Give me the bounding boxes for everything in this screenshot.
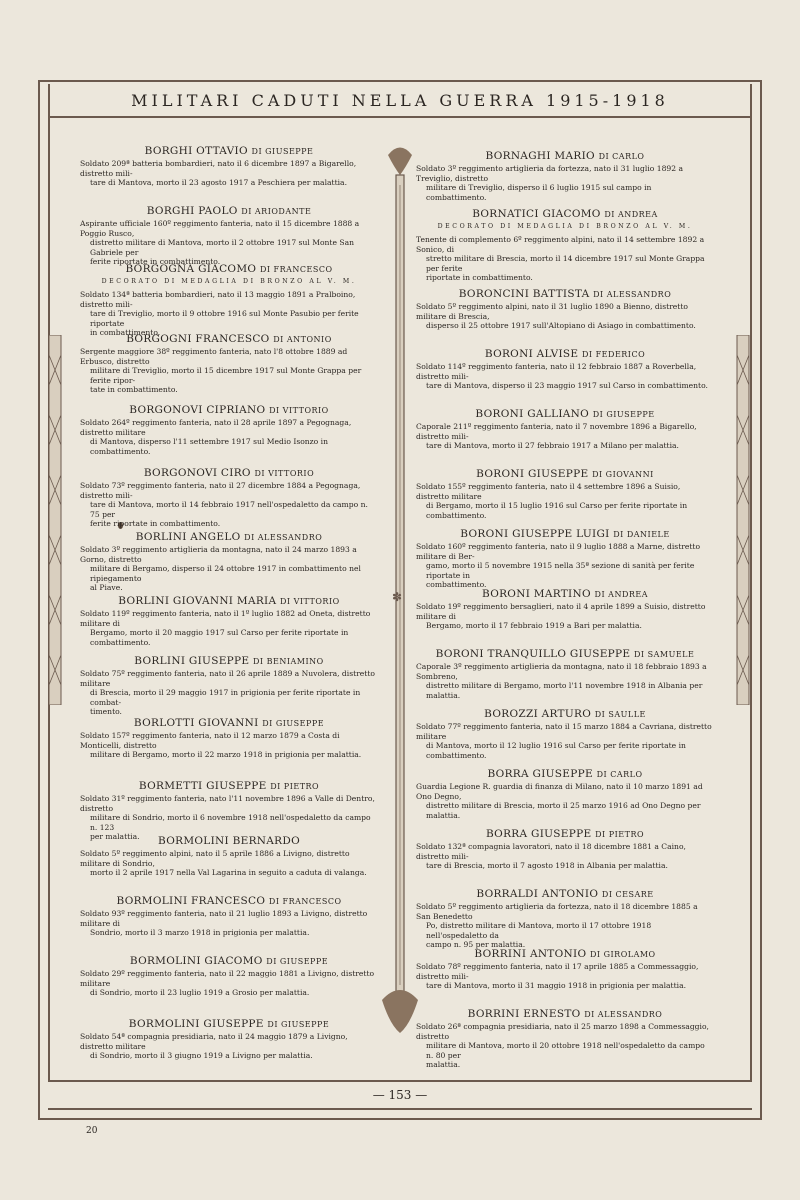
decoration-note: DECORATO DI MEDAGLIA DI BRONZO AL V. M. <box>101 278 357 285</box>
record-line: di Mantova, disperso l'11 settembre 1917 sul Medio Isonzo in combattimento. <box>90 437 328 456</box>
soldier-lineage: DI PIETRO <box>595 830 645 839</box>
roll-entry <box>416 768 714 820</box>
record-line: di Mantova, morto il 12 luglio 1916 sul Carso per ferite riportate in combattimento. <box>426 741 686 760</box>
roll-entry <box>80 835 378 878</box>
soldier-name <box>80 333 378 345</box>
soldier-name <box>416 208 714 220</box>
record-line: malattia. <box>426 1060 461 1070</box>
soldier-surname: BORONI GALLIANO <box>475 408 590 420</box>
service-record <box>416 1022 714 1070</box>
record-line: tare di Brescia, morto il 7 agosto 1918 in Albania per malattia. <box>426 861 668 871</box>
soldier-surname: BORMOLINI FRANCESCO <box>116 895 266 907</box>
soldier-lineage: DI VITTORIO <box>254 469 315 478</box>
roll-entry <box>416 468 714 520</box>
record-line: Soldato 114º reggimento fanteria, nato il 12 febbraio 1887 a Roverbella, distretto mili- <box>416 362 697 381</box>
soldier-surname: BORGONOVI CIPRIANO <box>129 404 266 416</box>
service-record <box>80 909 378 938</box>
soldier-lineage: DI ALESSANDRO <box>244 533 323 542</box>
soldier-surname: BORLINI GIOVANNI MARIA <box>118 595 277 607</box>
soldier-lineage: DI ANDREA <box>594 590 648 599</box>
record-line: riportate in combattimento. <box>426 273 533 283</box>
soldier-name <box>80 955 378 967</box>
service-record <box>80 969 378 998</box>
record-line: Soldato 264º reggimento fanteria, nato il 28 aprile 1897 a Pegognaga, distretto militare <box>80 418 352 437</box>
roll-entry <box>416 208 714 283</box>
record-line: gamo, morto il 5 novembre 1915 nella 35ª sezione di sanità per ferite riportate in <box>426 561 695 580</box>
record-line: Soldato 29º reggimento fanteria, nato il 22 maggio 1881 a Livigno, distretto militare <box>80 969 375 988</box>
service-record <box>416 782 714 820</box>
record-line: Soldato 157º reggimento fanteria, nato il 12 marzo 1879 a Costa di Monticelli, distretto <box>80 731 340 750</box>
record-line: tare di Mantova, morto il 23 agosto 1917 a Peschiera per malattia. <box>90 178 347 188</box>
roll-entry <box>416 708 714 760</box>
roll-entry <box>416 948 714 991</box>
service-record <box>80 219 378 267</box>
soldier-lineage: DI DANIELE <box>613 530 670 539</box>
soldier-lineage: DI BENIAMINO <box>253 657 324 666</box>
soldier-surname: BORONI ALVISE <box>484 348 579 360</box>
record-line: Soldato 77º reggimento fanteria, nato il 15 marzo 1884 a Cavriana, distretto militare <box>416 722 712 741</box>
service-record <box>80 347 378 395</box>
soldier-surname: BORMETTI GIUSEPPE <box>138 780 267 792</box>
roll-entry <box>416 888 714 950</box>
soldier-surname: BORLINI ANGELO <box>135 531 241 543</box>
roll-entry <box>80 467 378 529</box>
soldier-lineage: DI ALESSANDRO <box>593 290 672 299</box>
soldier-surname: BORLINI GIUSEPPE <box>134 655 250 667</box>
record-line: tare di Mantova, disperso il 23 maggio 1917 sul Carso in combattimento. <box>426 381 708 391</box>
soldier-name <box>80 205 378 217</box>
soldier-lineage: DI GIUSEPPE <box>251 147 314 156</box>
record-line: Caporale 3º reggimento artiglieria da montagna, nato il 18 febbraio 1893 a Sombreno, <box>416 662 707 681</box>
roll-entry <box>416 408 714 451</box>
roll-entry <box>80 333 378 395</box>
soldier-surname: BORNATICI GIACOMO <box>472 208 601 220</box>
roll-entry <box>416 648 714 700</box>
record-line: Sondrio, morto il 3 marzo 1918 in prigionia per malattia. <box>90 928 310 938</box>
soldier-lineage: DI SAMUELE <box>634 650 695 659</box>
soldier-lineage: DI GIUSEPPE <box>266 957 329 966</box>
soldier-name <box>80 1018 378 1030</box>
service-record <box>416 902 714 950</box>
record-line: Soldato 5º reggimento alpini, nato il 31 luglio 1890 a Bienno, distretto militare di Brescia, <box>416 302 688 321</box>
record-line: tare di Mantova, morto il 14 febbraio 1917 nell'ospedaletto da campo n. 75 per <box>90 500 368 519</box>
record-line: militare di Bergamo, disperso il 24 ottobre 1917 in combattimento nel ripiegamento <box>90 564 361 583</box>
record-line: ferite riportate in combattimento. <box>90 257 221 267</box>
record-line: tate in combattimento. <box>90 385 178 395</box>
record-line: tare di Treviglio, morto il 9 ottobre 1916 sul Monte Pasubio per ferite riportate <box>90 309 359 328</box>
record-line: tare di Mantova, morto il 31 maggio 1918 in prigionia per malattia. <box>426 981 687 991</box>
soldier-surname: BOROZZI ARTURO <box>484 708 592 720</box>
soldier-name <box>80 895 378 907</box>
service-record <box>416 422 714 451</box>
roll-entry <box>416 1008 714 1070</box>
record-line: Soldato 93º reggimento fanteria, nato il 21 luglio 1893 a Livigno, distretto militare di <box>80 909 368 928</box>
soldier-name <box>416 828 714 840</box>
soldier-name <box>80 835 378 847</box>
record-line: distretto militare di Bergamo, morto l'11 novembre 1918 in Albania per malattia. <box>426 681 703 700</box>
record-line: Po, distretto militare di Mantova, morto il 17 ottobre 1918 nell'ospedaletto da <box>426 921 652 940</box>
soldier-lineage: DI GIUSEPPE <box>592 410 655 419</box>
record-line: Soldato 26ª compagnia presidiaria, nato il 25 marzo 1898 a Commessaggio, distretto <box>416 1022 709 1041</box>
soldier-lineage: DI SAULLE <box>594 710 646 719</box>
service-record <box>80 159 378 188</box>
record-line: per malattia. <box>90 832 140 842</box>
soldier-surname: BORNAGHI MARIO <box>485 150 595 162</box>
soldier-lineage: DI PIETRO <box>270 782 320 791</box>
soldier-lineage: DI VITTORIO <box>269 406 329 415</box>
record-line: di Sondrio, morto il 3 giugno 1919 a Livigno per malattia. <box>90 1051 313 1061</box>
roll-entry <box>80 145 378 188</box>
record-line: morto il 2 aprile 1917 nella Val Lagarina in seguito a caduta di valanga. <box>90 868 367 878</box>
soldier-surname: BORMOLINI GIACOMO <box>129 955 263 967</box>
record-line: Soldato 3º reggimento artiglieria da fortezza, nato il 31 luglio 1892 a Treviglio, distretto <box>416 164 684 183</box>
record-line: Soldato 54ª compagnia presidiaria, nato il 24 maggio 1879 a Livigno, distretto militare <box>80 1032 348 1051</box>
soldier-surname: BORGONOVI CIRO <box>143 467 251 479</box>
roll-entry <box>80 655 378 717</box>
service-record <box>80 609 378 647</box>
service-record <box>80 545 378 593</box>
soldier-lineage: DI CARLO <box>598 152 645 161</box>
record-line: distretto militare di Brescia, morto il 25 marzo 1916 ad Ono Degno per malattia. <box>426 801 701 820</box>
record-line: Soldato 155º reggimento fanteria, nato il 4 settembre 1896 a Suisio, distretto militare <box>416 482 681 501</box>
record-line: Soldato 134ª batteria bombardieri, nato il 13 maggio 1891 a Pralboino, distretto mili- <box>80 290 356 309</box>
service-record <box>416 164 714 202</box>
record-line: distretto militare di Mantova, morto il 2 ottobre 1917 sul Monte San Gabriele per <box>90 238 355 257</box>
record-line: Soldato 119º reggimento fanteria, nato il 1º luglio 1882 ad Oneta, distretto militare di <box>80 609 371 628</box>
soldier-name <box>416 528 714 540</box>
record-line: Soldato 5º reggimento alpini, nato il 5 aprile 1886 a Livigno, distretto militare di Sondrio, <box>80 849 350 868</box>
service-record <box>416 662 714 700</box>
record-line: Soldato 78º reggimento fanteria, nato il 17 aprile 1885 a Commessaggio, distretto mili- <box>416 962 699 981</box>
soldier-lineage: DI FRANCESCO <box>268 897 342 906</box>
record-line: di Bergamo, morto il 15 luglio 1916 sul Carso per ferite riportate in combattimento. <box>426 501 688 520</box>
header-band <box>48 84 752 118</box>
roll-entry <box>416 528 714 590</box>
soldier-surname: BORONI GIUSEPPE <box>476 468 589 480</box>
record-line: Tenente di complemento 6º reggimento alpini, nato il 14 settembre 1892 a Sonico, di <box>416 235 705 254</box>
record-line: Aspirante ufficiale 160º reggimento fanteria, nato il 15 dicembre 1888 a Poggio Rusco, <box>80 219 360 238</box>
record-line: di Brescia, morto il 29 maggio 1917 in prigionia per ferite riportate in combat- <box>90 688 361 707</box>
soldier-name <box>416 468 714 480</box>
soldier-name <box>416 1008 714 1020</box>
soldier-surname: BORRALDI ANTONIO <box>476 888 599 900</box>
soldier-surname: BORONI TRANQUILLO GIUSEPPE <box>435 648 631 660</box>
record-line: Bergamo, morto il 20 maggio 1917 sul Carso per ferite riportate in combattimento. <box>90 628 349 647</box>
soldier-name <box>80 467 378 479</box>
service-record <box>416 542 714 590</box>
soldier-name <box>80 655 378 667</box>
soldier-lineage: DI CESARE <box>601 890 654 899</box>
soldier-surname: BORRINI ANTONIO <box>474 948 587 960</box>
left-fasces-ornament <box>40 335 70 705</box>
soldier-name <box>416 948 714 960</box>
soldier-name <box>416 888 714 900</box>
roll-entry <box>80 717 378 760</box>
soldier-surname: BORONI GIUSEPPE LUIGI <box>460 528 610 540</box>
soldier-surname: BORMOLINI BERNARDO <box>158 835 300 847</box>
service-record <box>80 290 378 338</box>
soldier-surname: BORRA GIUSEPPE <box>485 828 592 840</box>
soldier-lineage: DI FRANCESCO <box>259 265 333 274</box>
record-line: Bergamo, morto il 17 febbraio 1919 a Bari per malattia. <box>426 621 642 631</box>
soldier-surname: BORMOLINI GIUSEPPE <box>128 1018 264 1030</box>
soldier-name <box>416 150 714 162</box>
record-line: militare di Bergamo, morto il 22 marzo 1918 in prigionia per malattia. <box>90 750 362 760</box>
decoration-note: DECORATO DI MEDAGLIA DI BRONZO AL V. M. <box>437 223 693 230</box>
record-line: in combattimento. <box>90 328 161 338</box>
service-record <box>416 362 714 391</box>
roll-entry <box>80 780 378 842</box>
soldier-lineage: DI CARLO <box>596 770 643 779</box>
soldier-lineage: DI ALESSANDRO <box>584 1010 663 1019</box>
soldier-name <box>80 717 378 729</box>
footer-band <box>48 1080 752 1110</box>
service-record <box>416 602 714 631</box>
roll-entry <box>80 955 378 998</box>
page-number: — 153 — <box>372 1088 428 1102</box>
record-line: militare di Sondrio, morto il 6 novembre 1918 nell'ospedaletto da campo n. 123 <box>90 813 371 832</box>
service-record <box>80 1032 378 1061</box>
roll-entry <box>416 348 714 391</box>
soldier-name <box>80 531 378 543</box>
soldier-lineage: DI ARIODANTE <box>241 207 312 216</box>
record-line: Soldato 3º reggimento artiglieria da montagna, nato il 24 marzo 1893 a Gorno, distretto <box>80 545 357 564</box>
record-line: disperso il 25 ottobre 1917 sull'Altopiano di Asiago in combattimento. <box>426 321 696 331</box>
soldier-name <box>416 708 714 720</box>
service-record <box>416 235 714 283</box>
soldier-name <box>416 768 714 780</box>
roll-entry <box>80 263 378 338</box>
record-line: campo n. 95 per malattia. <box>426 940 526 950</box>
soldier-surname: BORRA GIUSEPPE <box>487 768 593 780</box>
record-line: Soldato 73º reggimento fanteria, nato il 27 dicembre 1884 a Pegognaga, distretto mili- <box>80 481 361 500</box>
service-record <box>80 418 378 456</box>
roll-entry <box>416 588 714 631</box>
soldier-surname: BORLOTTI GIOVANNI <box>133 717 259 729</box>
record-line: Sergente maggiore 38º reggimento fanteria, nato l'8 ottobre 1889 ad Erbusco, distretto <box>80 347 348 366</box>
soldier-surname: BORGHI OTTAVIO <box>144 145 248 157</box>
roll-entry <box>80 895 378 938</box>
folio-number: 20 <box>86 1126 98 1136</box>
soldier-surname: BORONCINI BATTISTA <box>458 288 590 300</box>
record-line: combattimento. <box>426 580 487 590</box>
roll-entry <box>416 150 714 202</box>
soldier-name <box>416 648 714 660</box>
page-title: MILITARI CADUTI NELLA GUERRA 1915-1918 <box>131 90 669 110</box>
soldier-lineage: DI GIOVANNI <box>592 470 654 479</box>
roll-entry <box>80 1018 378 1061</box>
soldier-lineage: DI VITTORIO <box>280 597 340 606</box>
soldier-name <box>416 588 714 600</box>
soldier-lineage: DI ANTONIO <box>273 335 332 344</box>
soldier-lineage: DI GIROLAMO <box>590 950 656 959</box>
soldier-lineage: DI ANDREA <box>604 210 658 219</box>
record-line: stretto militare di Brescia, morto il 14 dicembre 1917 sul Monte Grappa per ferite <box>426 254 705 273</box>
record-line: al Piave. <box>90 583 123 593</box>
soldier-lineage: DI GIUSEPPE <box>267 1020 330 1029</box>
soldier-surname: BORGHI PAOLO <box>146 205 238 217</box>
soldier-name <box>80 780 378 792</box>
soldier-lineage: DI FEDERICO <box>582 350 646 359</box>
record-line: Soldato 75º reggimento fanteria, nato il 26 aprile 1889 a Nuvolera, distretto militare <box>80 669 375 688</box>
record-line: militare di Mantova, morto il 20 ottobre 1918 nell'ospedaletto da campo n. 80 per <box>426 1041 705 1060</box>
soldier-name <box>80 145 378 157</box>
soldier-name <box>416 288 714 300</box>
right-fasces-ornament <box>728 335 758 705</box>
soldier-name <box>80 263 378 275</box>
soldier-name <box>416 408 714 420</box>
record-line: Guardia Legione R. guardia di finanza di Milano, nato il 10 marzo 1891 ad Ono Degno, <box>416 782 703 801</box>
service-record <box>416 962 714 991</box>
rosette-icon: ✽ <box>392 590 403 604</box>
service-record <box>80 669 378 717</box>
record-line: Caporale 211º reggimento fanteria, nato il 7 novembre 1896 a Bigarello, distretto mili- <box>416 422 697 441</box>
roll-entry <box>80 531 378 593</box>
soldier-surname: BORGOGNA GIACOMO <box>125 263 257 275</box>
record-line: ferite riportate in combattimento. <box>90 519 221 529</box>
soldier-name <box>80 595 378 607</box>
record-line: Soldato 5º reggimento artiglieria da fortezza, nato il 18 dicembre 1885 a San Benedetto <box>416 902 698 921</box>
service-record <box>80 481 378 529</box>
soldier-name <box>416 348 714 360</box>
record-line: Soldato 132ª compagnia lavoratori, nato il 18 dicembre 1881 a Caino, distretto mili- <box>416 842 686 861</box>
record-line: di Sondrio, morto il 23 luglio 1919 a Grosio per malattia. <box>90 988 310 998</box>
soldier-surname: BORGOGNI FRANCESCO <box>126 333 270 345</box>
record-line: Soldato 160º reggimento fanteria, nato il 9 luglio 1888 a Marne, distretto militare di Ber- <box>416 542 701 561</box>
roll-entry <box>416 288 714 331</box>
service-record <box>80 849 378 878</box>
service-record <box>416 722 714 760</box>
soldier-surname: BORRINI ERNESTO <box>467 1008 581 1020</box>
record-line: militare di Treviglio, disperso il 6 luglio 1915 sul campo in combattimento. <box>426 183 652 202</box>
record-line: Soldato 19º reggimento bersaglieri, nato il 4 aprile 1899 a Suisio, distretto militare di <box>416 602 706 621</box>
soldier-name <box>80 404 378 416</box>
roll-entry <box>80 205 378 267</box>
service-record <box>416 482 714 520</box>
service-record <box>80 731 378 760</box>
record-line: Soldato 31º reggimento fanteria, nato l'11 novembre 1896 a Valle di Dentro, distretto <box>80 794 375 813</box>
record-line: tare di Mantova, morto il 27 febbraio 1917 a Milano per malattia. <box>426 441 679 451</box>
service-record <box>416 302 714 331</box>
roll-entry <box>80 595 378 647</box>
soldier-lineage: DI GIUSEPPE <box>262 719 325 728</box>
record-line: Soldato 209ª batteria bombardieri, nato il 6 dicembre 1897 a Bigarello, distretto mili- <box>80 159 357 178</box>
roll-entry <box>80 404 378 456</box>
record-line: militare di Treviglio, morto il 15 dicembre 1917 sul Monte Grappa per ferite ripor- <box>90 366 362 385</box>
roll-entry <box>416 828 714 871</box>
soldier-surname: BORONI MARTINO <box>481 588 591 600</box>
service-record <box>416 842 714 871</box>
record-line: timento. <box>90 707 122 717</box>
